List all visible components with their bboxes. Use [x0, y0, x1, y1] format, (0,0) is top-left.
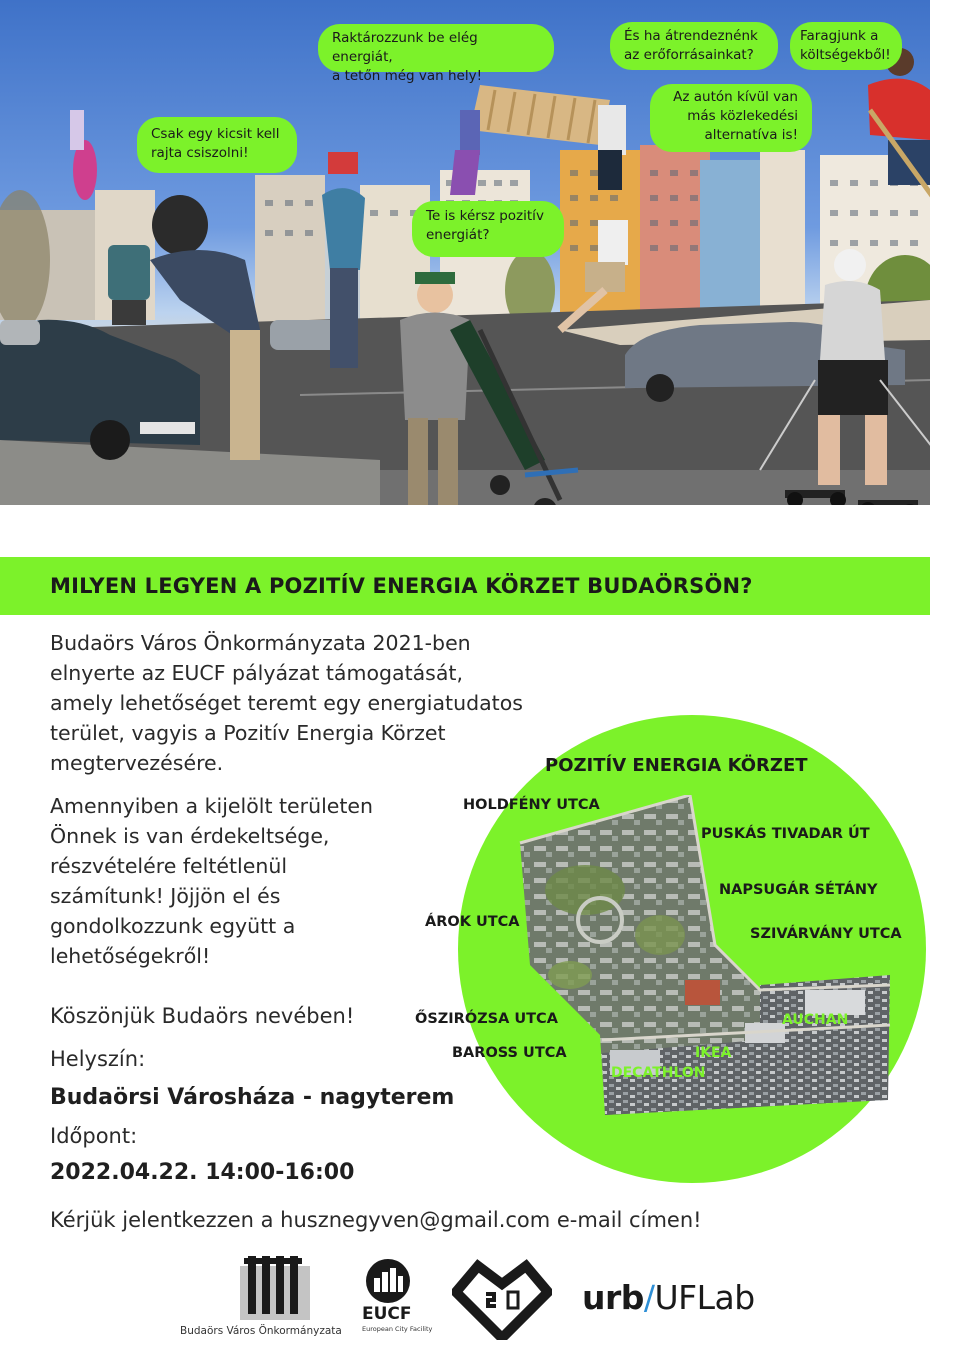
urb-uflab-logo [582, 1278, 755, 1317]
bubble-line: rajta csiszolni! [151, 145, 249, 161]
ufl-slash: / [643, 1278, 655, 1317]
intro-paragraph [50, 628, 523, 778]
bubble-line: költségekből! [800, 47, 891, 63]
poi-label-ikea: IKEA [695, 1045, 732, 1061]
invite-line: Önnek is van érdekeltsége, [50, 824, 330, 848]
street-label-baross: BAROSS UTCA [452, 1045, 567, 1061]
eucf-caption: European City Facility [362, 1325, 433, 1333]
speech-bubble-rearrange [610, 22, 778, 70]
invite-line: részvételére feltétlenül [50, 854, 288, 878]
eucf-name: EUCF [362, 1304, 412, 1324]
speech-bubble-polish [137, 117, 297, 173]
speech-bubble-positive-energy [412, 201, 564, 257]
page-title: MILYEN LEGYEN A POZITÍV ENERGIA KÖRZET BUDAÖRSÖN? [50, 574, 753, 598]
bubble-line: más közlekedési [687, 108, 798, 124]
heart-2040-logo-icon [452, 1258, 552, 1340]
intro-line: megtervezésére. [50, 751, 224, 775]
bubble-line: Csak egy kicsit kell [151, 126, 280, 142]
register-text: Kérjük jelentkezzen a husznegyven@gmail.com e-mail címen! [50, 1208, 702, 1232]
intro-line: Budaörs Város Önkormányzata 2021-ben [50, 631, 471, 655]
bubble-line: alternatíva is! [704, 127, 798, 143]
budaors-crest-icon [240, 1256, 310, 1320]
time-label: Időpont: [50, 1124, 138, 1148]
bubble-line: az erőforrásainkat? [624, 47, 754, 63]
ufl-prefix: urb [582, 1278, 644, 1317]
invite-line: számítunk! Jöjjön el és [50, 884, 281, 908]
bubble-line: energiát? [426, 227, 490, 243]
street-label-holdfeny: HOLDFÉNY UTCA [463, 797, 600, 813]
street-label-napsugar: NAPSUGÁR SÉTÁNY [719, 882, 878, 898]
thanks-text: Köszönjük Budaörs nevében! [50, 1004, 355, 1028]
bubble-line: a tetőn még van hely! [332, 68, 483, 84]
intro-line: elnyerte az EUCF pályázat támogatását, [50, 661, 463, 685]
bubble-line: Raktározzunk be elég energiát, [332, 30, 478, 65]
street-label-puskas: PUSKÁS TIVADAR ÚT [701, 826, 870, 842]
street-label-oszirozsa: ŐSZIRÓZSA UTCA [415, 1011, 558, 1027]
street-label-szivarvany: SZIVÁRVÁNY UTCA [750, 926, 902, 942]
invite-line: Amennyiben a kijelölt területen [50, 794, 374, 818]
invite-paragraph [50, 791, 373, 971]
title-band [0, 557, 930, 615]
poi-label-auchan: AUCHAN [782, 1012, 849, 1028]
intro-line: terület, vagyis a Pozitív Energia Körzet [50, 721, 446, 745]
speech-bubble-cut-costs [790, 22, 902, 70]
time-value: 2022.04.22. 14:00-16:00 [50, 1160, 355, 1185]
speech-bubble-store-energy [318, 24, 554, 84]
speech-bubble-transport [650, 84, 812, 152]
intro-line: amely lehetőséget teremt egy energiatudatos [50, 691, 523, 715]
invite-line: lehetőségekről! [50, 944, 211, 968]
location-value: Budaörsi Városháza - nagyterem [50, 1085, 455, 1110]
eucf-logo-icon [362, 1258, 414, 1304]
location-label: Helyszín: [50, 1047, 146, 1071]
street-label-arok: ÁROK UTCA [425, 914, 520, 930]
bubble-line: És ha átrendeznénk [624, 28, 758, 44]
bubble-line: Faragjunk a [800, 28, 879, 44]
bubble-line: Az autón kívül van [673, 89, 798, 105]
poi-label-decathlon: DECATHLON [611, 1065, 706, 1081]
map-title: POZITÍV ENERGIA KÖRZET [545, 755, 808, 776]
bubble-line: Te is kérsz pozitív [426, 208, 544, 224]
ufl-suffix: UFLab [654, 1278, 755, 1317]
budaors-caption: Budaörs Város Önkormányzata [180, 1325, 342, 1337]
invite-line: gondolkozzunk együtt a [50, 914, 296, 938]
